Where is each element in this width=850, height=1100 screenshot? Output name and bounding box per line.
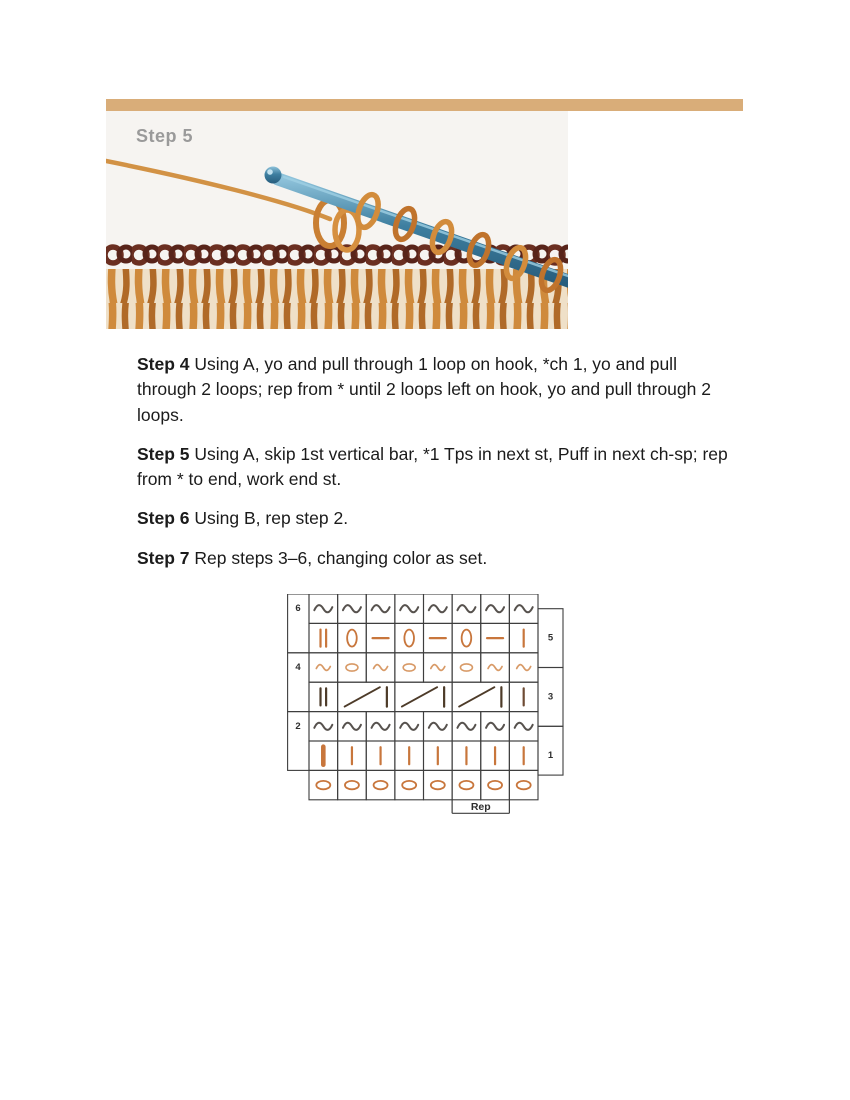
step-7-paragraph [137, 546, 737, 571]
instruction-steps [137, 352, 737, 585]
step-6-paragraph [137, 506, 737, 531]
step-6-label: Step 6 [137, 508, 190, 529]
step-7-label: Step 7 [137, 547, 190, 568]
step-7-text: Rep steps 3–6, changing color as set. [189, 547, 488, 568]
step-4-label: Step 4 [137, 354, 190, 374]
step-4-text: Using A, yo and pull through 1 loop on hook, *ch 1, yo and pull through 2 loops; rep from * until 2 loops left on hook, yo and pull through 2 loops. [137, 354, 711, 425]
step-5-paragraph [137, 442, 737, 493]
svg-text:3: 3 [547, 691, 554, 703]
crochet-chart-svg [287, 594, 565, 818]
svg-text:1: 1 [547, 750, 554, 762]
step-5-label: Step 5 [137, 443, 190, 464]
step-4-paragraph [137, 352, 737, 428]
top-accent-bar [106, 99, 743, 111]
step-6-text: Using B, rep step 2. [189, 508, 349, 529]
photo-step-label: Step 5 [136, 126, 194, 146]
svg-text:6: 6 [295, 603, 301, 615]
orange-stitch-band [106, 263, 568, 329]
svg-text:5: 5 [547, 632, 554, 644]
step-5-text: Using A, skip 1st vertical bar, *1 Tps in next st, Puff in next ch-sp; rep from * to end, work end st. [137, 443, 728, 490]
svg-text:2: 2 [295, 720, 301, 732]
svg-text:4: 4 [295, 662, 301, 673]
step-photo [106, 111, 568, 329]
crochet-chart [287, 594, 565, 818]
svg-text:Rep: Rep [470, 800, 491, 813]
